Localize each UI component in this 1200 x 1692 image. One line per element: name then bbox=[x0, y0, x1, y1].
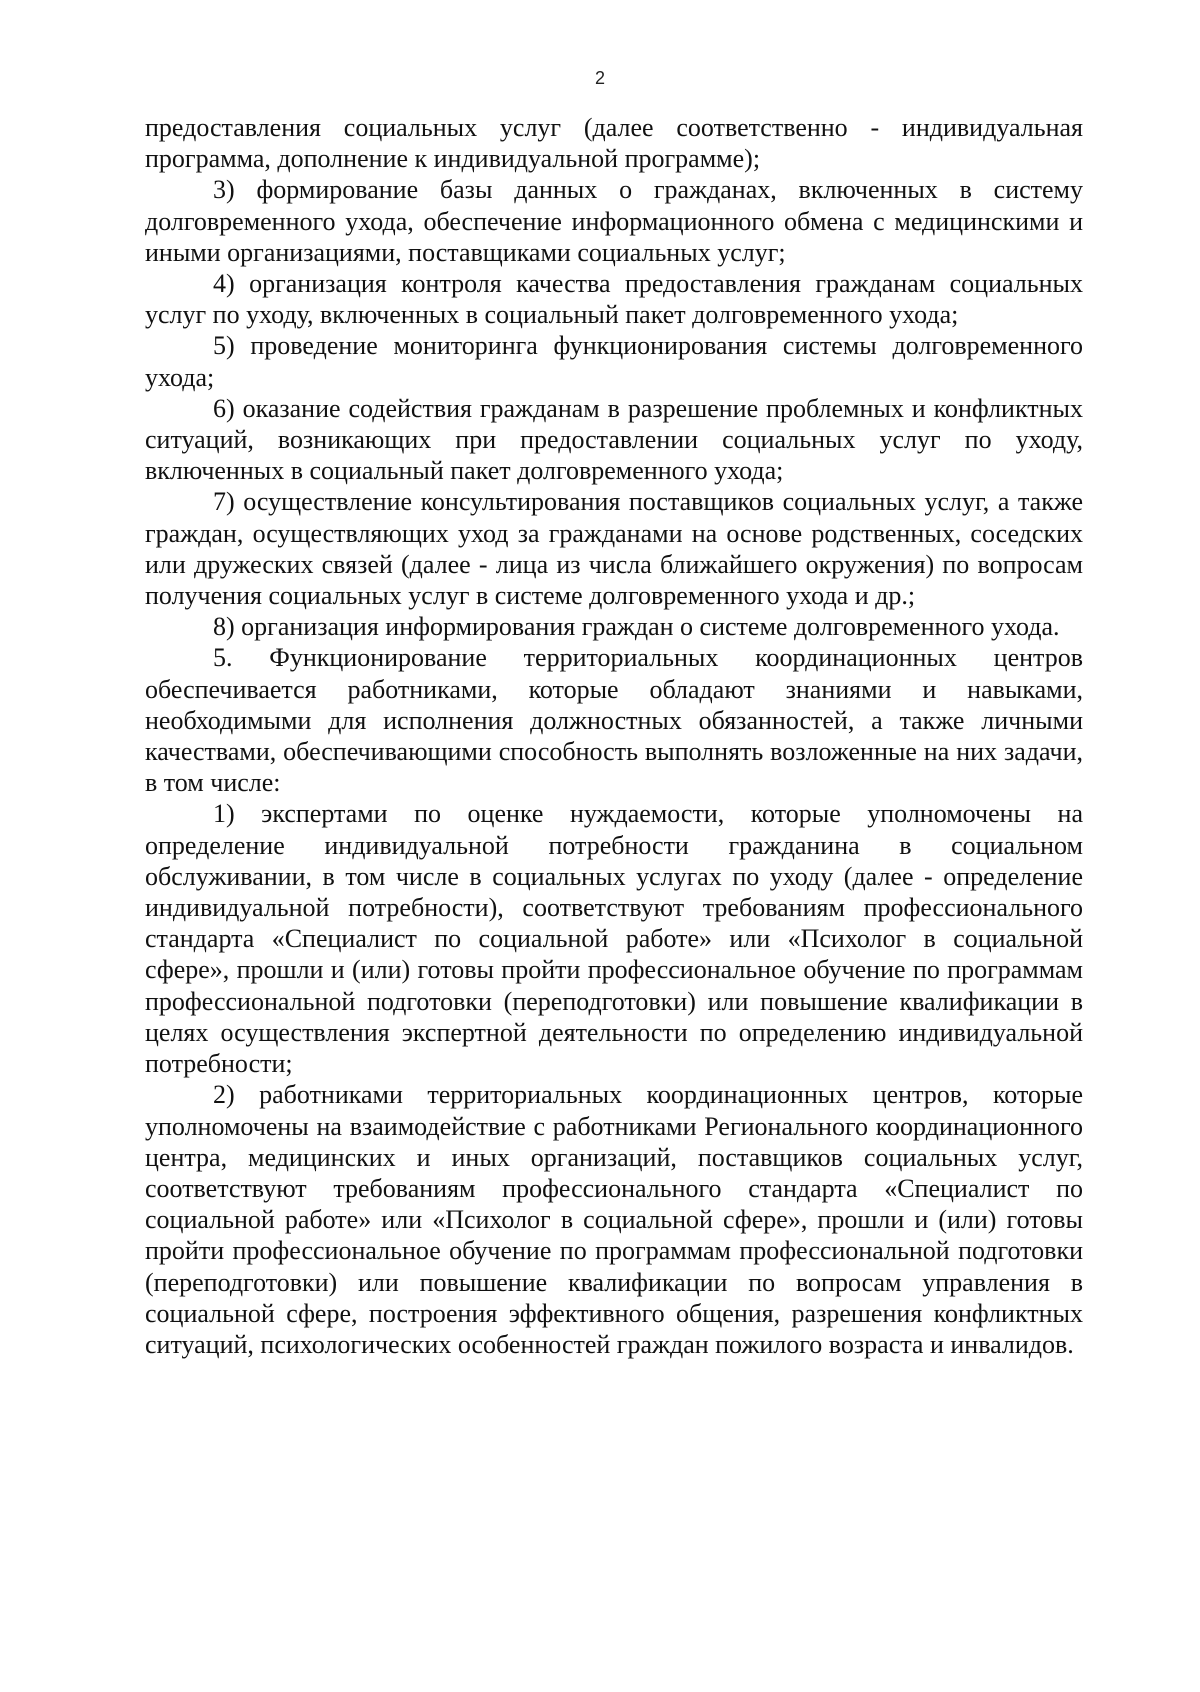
list-item-7: 7) осуществление консультирования поставщиков социальных услуг, а также граждан, осуществляющих уход за гражданами на основе родственных, соседских или дружеских связей (далее - лица из числа ближайшего окружения) по вопросам получения социальных услуг в системе долговременного ухода и др.; bbox=[145, 487, 1083, 611]
list-item-4: 4) организация контроля качества предоставления гражданам социальных услуг по уходу, включенных в социальный пакет долговременного ухода; bbox=[145, 269, 1083, 330]
list-item-3: 3) формирование базы данных о гражданах, включенных в систему долговременного ухода, обеспечение информационного обмена с медицинскими и иными организациями, поставщиками социальных услуг; bbox=[145, 175, 1083, 267]
page-number: 2 bbox=[594, 68, 605, 88]
list-item-6: 6) оказание содействия гражданам в разрешение проблемных и конфликтных ситуаций, возникающих при предоставлении социальных услуг по уходу, включенных в социальный пакет долговременного ухода; bbox=[145, 393, 1083, 486]
subitem-1: 1) экспертами по оценке нуждаемости, которые уполномочены на определение индивидуальной потребности гражданина в социальном обслуживании, в том числе в социальных услугах по уходу (далее - определение индивидуальной потребности), соответствуют требованиям профессионального стандарта «Специалист по социальной работе» или «Психолог в социальной сфере», прошли и (или) готовы пройти профессиональное обучение по программам профессиональной подготовки (переподготовки) или повышение квалификации в целях осуществления экспертной деятельности по определению индивидуальной потребности; bbox=[145, 799, 1083, 1079]
list-item-5: 5) проведение мониторинга функционирования системы долговременного ухода; bbox=[145, 331, 1083, 392]
paragraph-continuation: предоставления социальных услуг (далее соответственно - индивидуальная программа, дополнение к индивидуальной программе); bbox=[145, 113, 1083, 174]
list-item-8: 8) организация информирования граждан о системе долговременного ухода. bbox=[213, 612, 1060, 642]
document-body bbox=[145, 112, 1083, 1360]
subitem-2: 2) работниками территориальных координационных центров, которые уполномочены на взаимодействие с работниками Регионального координационного центра, медицинских и иных организаций, поставщиков социальных услуг, соответствуют требованиям профессионального стандарта «Специалист по социальной работе» или «Психолог в социальной сфере», прошли и (или) готовы пройти профессиональное обучение по программам профессиональной подготовки (переподготовки) или повышение квалификации по вопросам управления в социальной сфере, построения эффективного общения, разрешения конфликтных ситуаций, психологических особенностей граждан пожилого возраста и инвалидов. bbox=[145, 1080, 1083, 1359]
section-5-paragraph: 5. Функционирование территориальных координационных центров обеспечивается работниками, которые обладают знаниями и навыками, необходимыми для исполнения должностных обязанностей, а также личными качествами, обеспечивающими способность выполнять возложенные на них задачи, в том числе: bbox=[145, 643, 1083, 798]
